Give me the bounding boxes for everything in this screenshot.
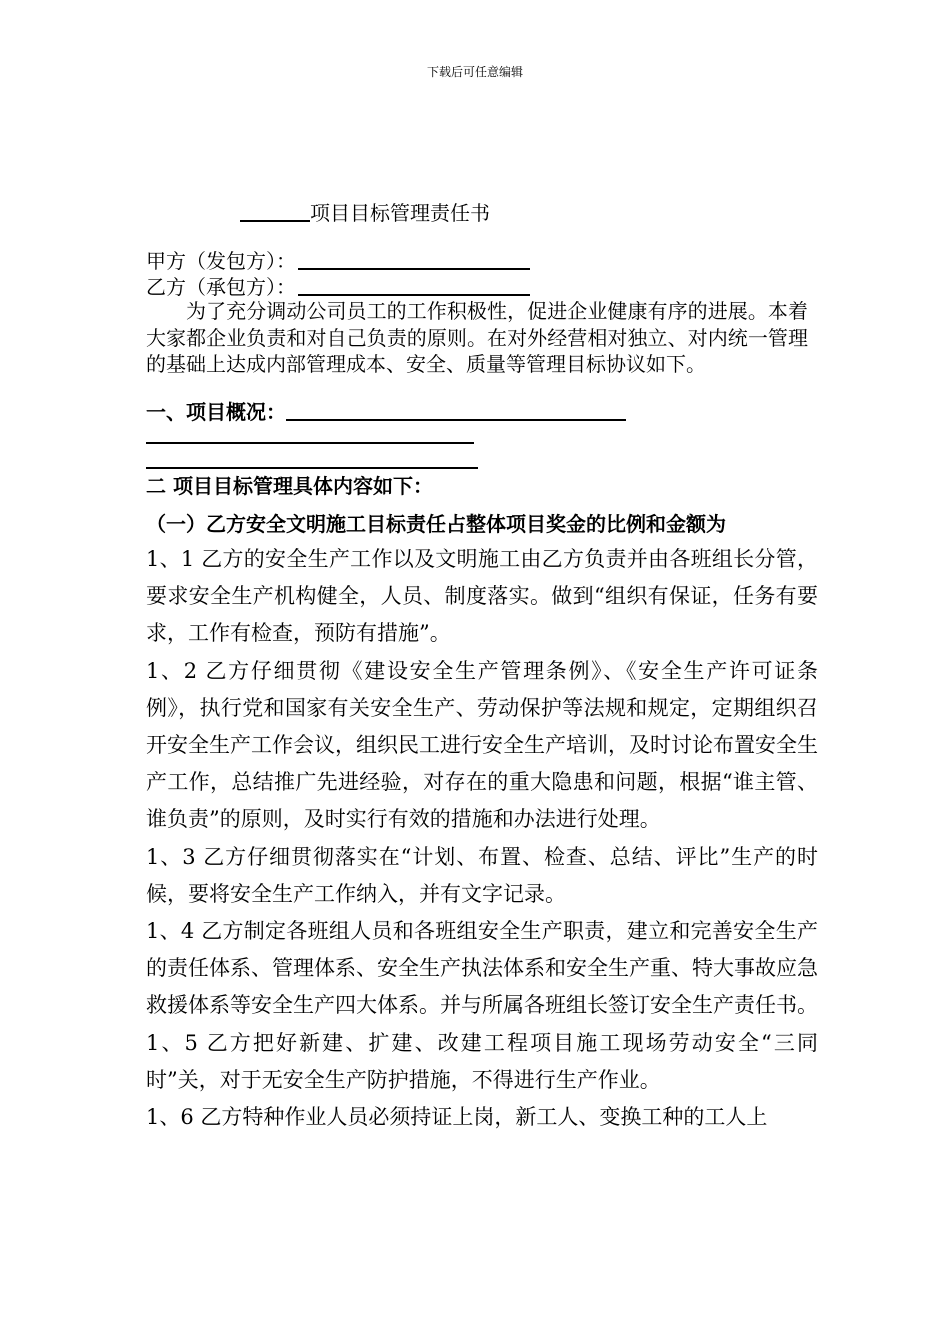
intro-text: 为了充分调动公司员工的工作积极性，促进企业健康有序的进展。本着大家都企业负责和对自己负责的原则。在对外经营相对独立、对内统一管理的基础上达成内部管理成本、安全、质量等管理目标协议如下。 (146, 299, 808, 376)
clause-item: 1、1 乙方的安全生产工作以及文明施工由乙方负责并由各班组长分管，要求安全生产机构健全，人员、制度落实。做到“组织有保证，任务有要求，工作有检查，预防有措施”。 (146, 547, 818, 646)
intro-paragraph (146, 298, 808, 378)
party-b-blank-line (298, 274, 530, 296)
party-b-row (146, 274, 530, 300)
clause-list (146, 541, 818, 1136)
header-note: 下载后可任意编辑 (426, 65, 523, 79)
party-a-label: 甲方（发包方）： (146, 249, 296, 273)
clause-item: 1、5 乙方把好新建、扩建、改建工程项目施工现场劳动安全“三同时”关，对于无安全生产防护措施，不得进行生产作业。 (146, 1030, 818, 1092)
party-a-row (146, 248, 530, 274)
section1-blank-line (286, 399, 626, 421)
section1-heading: 一、项目概况： (146, 400, 286, 424)
overview-blank-line-1 (146, 442, 474, 444)
clause-item: 1、3 乙方仔细贯彻落实在“计划、布置、检查、总结、评比”生产的时候，要将安全生产工作纳入，并有文字记录。 (146, 844, 818, 906)
title-text: 项目目标管理责任书 (310, 201, 490, 225)
subsection1-heading: （一）乙方安全文明施工目标责任占整体项目奖金的比例和金额为 (146, 512, 726, 536)
title-blank-line (240, 198, 310, 222)
section1-heading-row (146, 398, 626, 426)
clause-item: 1、6 乙方特种作业人员必须持证上岗，新工人、变换工种的工人上 (146, 1105, 768, 1130)
document-title (240, 198, 490, 227)
clause-item: 1、4 乙方制定各班组人员和各班组安全生产职责，建立和完善安全生产的责任体系、管理体系、安全生产执法体系和安全生产重、特大事故应急救援体系等安全生产四大体系。并与所属各班组长签订安全生产责任书。 (146, 919, 818, 1018)
overview-blank-line-2 (146, 467, 478, 469)
party-a-blank-line (298, 248, 530, 270)
clause-item: 1、2 乙方仔细贯彻《建设安全生产管理条例》、《安全生产许可证条例》，执行党和国家有关安全生产、劳动保护等法规和规定，定期组织召开安全生产工作会议，组织民工进行安全生产培训，及时讨论布置安全生产工作，总结推广先进经验，对存在的重大隐患和问题，根据“谁主管、谁负责”的原则，及时实行有效的措施和办法进行处理。 (146, 658, 818, 832)
section2-heading: 二 项目目标管理具体内容如下： (146, 474, 433, 498)
party-b-label: 乙方（承包方）： (146, 275, 296, 299)
